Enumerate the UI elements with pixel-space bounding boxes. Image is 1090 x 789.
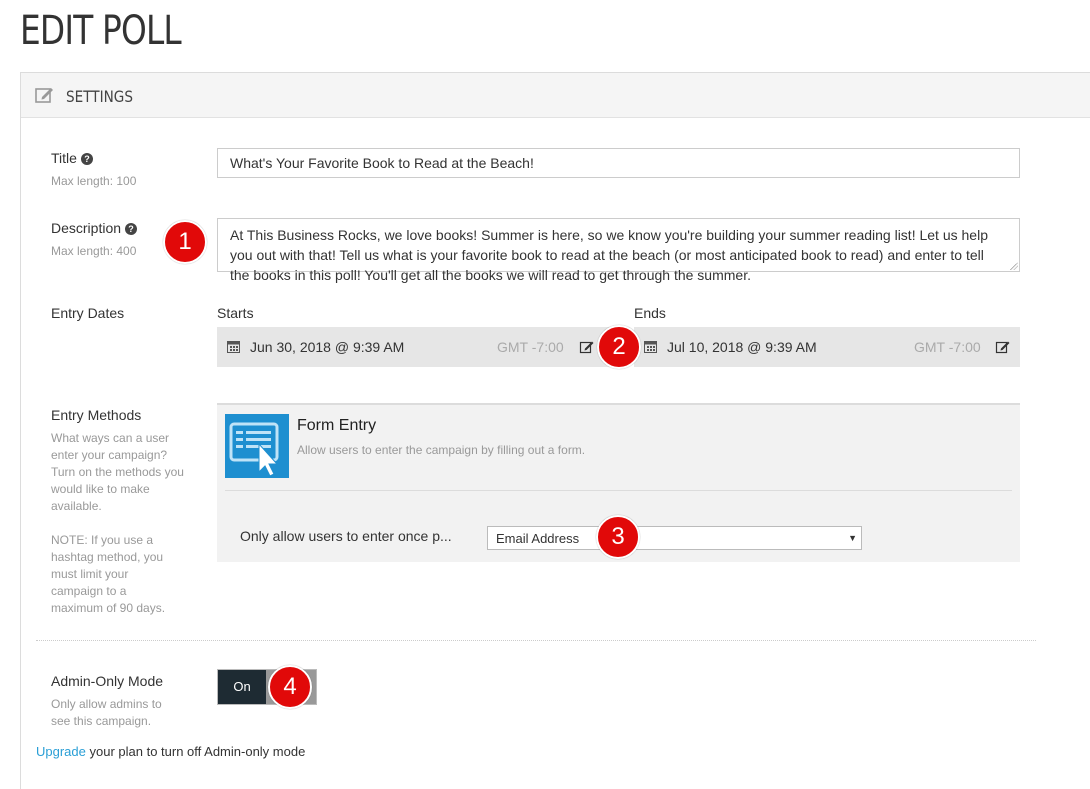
upgrade-link[interactable]: Upgrade (36, 744, 86, 759)
title-input-value: What's Your Favorite Book to Read at the Beach! (230, 155, 534, 171)
annotation-badge-1: 1 (163, 220, 207, 264)
upgrade-message (36, 744, 305, 759)
entry-methods-label: Entry Methods (51, 407, 142, 423)
toggle-on[interactable]: On (218, 670, 266, 704)
entry-methods-hint: What ways can a user enter your campaign? Turn on the methods you would like to make available. (51, 431, 184, 513)
description-label-text: Description (51, 220, 122, 236)
help-icon[interactable]: ? (125, 223, 137, 235)
edit-icon (35, 86, 55, 104)
end-timezone: GMT -7:00 (914, 339, 981, 355)
entry-methods-note: NOTE: If you use a hashtag method, you must limit your campaign to a maximum of 90 days. (51, 533, 166, 615)
edit-icon[interactable] (996, 340, 1010, 354)
title-input[interactable] (217, 148, 1020, 178)
ends-label: Ends (634, 305, 666, 321)
calendar-icon (227, 340, 240, 353)
title-hint: Max length: 100 (51, 174, 137, 188)
description-hint: Max length: 400 (51, 244, 137, 258)
section-divider (36, 640, 1036, 641)
annotation-badge-3: 3 (596, 515, 640, 559)
resize-handle[interactable] (1010, 262, 1018, 270)
settings-title: SETTINGS (66, 87, 133, 106)
title-label (51, 150, 93, 166)
form-entry-icon (225, 414, 289, 478)
title-label-text: Title (51, 150, 77, 166)
annotation-badge-4: 4 (268, 665, 312, 709)
start-timezone: GMT -7:00 (497, 339, 564, 355)
end-date-value: Jul 10, 2018 @ 9:39 AM (667, 339, 817, 355)
description-textarea[interactable] (217, 218, 1020, 283)
upgrade-text: your plan to turn off Admin-only mode (85, 744, 306, 759)
form-entry-description: Allow users to enter the campaign by filling out a form. (297, 443, 586, 457)
only-allow-label: Only allow users to enter once p... (240, 528, 452, 544)
description-label (51, 220, 137, 236)
settings-header (21, 73, 1090, 118)
admin-mode-hint: Only allow admins to see this campaign. (51, 697, 162, 728)
start-date-field[interactable] (217, 327, 617, 367)
dropdown-arrow-icon: ▼ (848, 533, 857, 543)
starts-label: Starts (217, 305, 254, 321)
entry-dates-label: Entry Dates (51, 305, 125, 321)
form-entry-title: Form Entry (297, 417, 377, 434)
entry-limit-select[interactable] (487, 526, 862, 550)
divider (225, 490, 1012, 491)
admin-mode-label: Admin-Only Mode (51, 673, 164, 689)
help-icon[interactable]: ? (81, 153, 93, 165)
start-date-value: Jun 30, 2018 @ 9:39 AM (250, 339, 405, 355)
description-value: At This Business Rocks, we love books! Summer is here, so we know you're building your summer reading list! Let us help you out with that! Tell us what is your favorite book to read at the beach (or most anticipated book to read) and enter to tell the books in this poll! You'll get all the books we will read to get through the summer. (230, 227, 988, 283)
annotation-badge-2: 2 (597, 325, 641, 369)
end-date-field[interactable] (634, 327, 1020, 367)
calendar-icon (644, 340, 657, 353)
edit-icon[interactable] (580, 340, 594, 354)
select-value: Email Address (496, 531, 580, 546)
page-title: EDIT POLL (20, 8, 181, 54)
